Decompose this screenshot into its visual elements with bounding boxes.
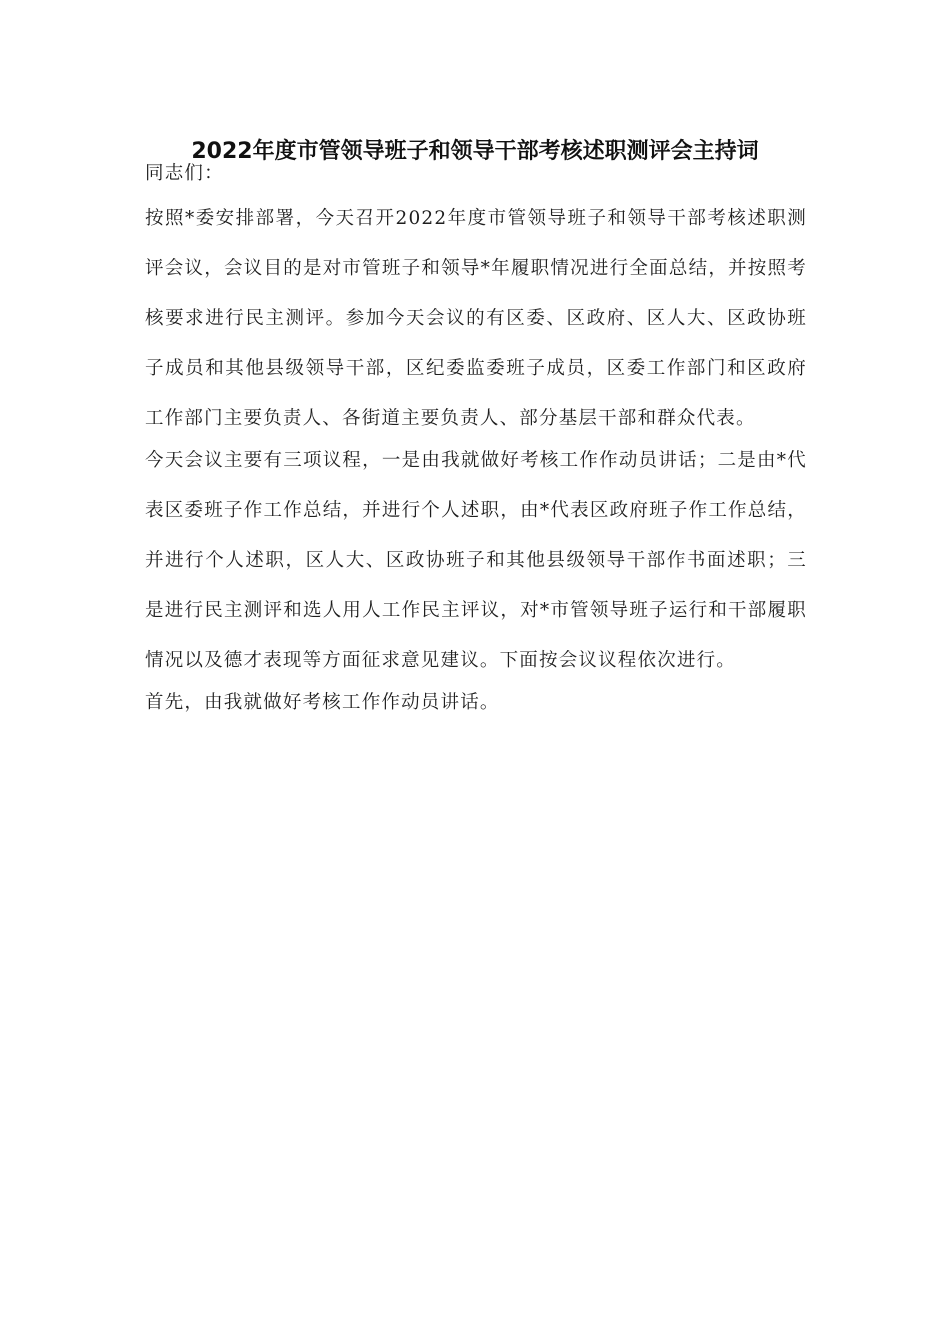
paragraph-agenda: 今天会议主要有三项议程，一是由我就做好考核工作作动员讲话；二是由*代表区委班子作工作总结，并进行个人述职，由*代表区政府班子作工作总结，并进行个人述职，区人大、区政协班子和其他县级领导干部作书面述职；三是进行民主测评和选人用人工作民主评议，对*市管领导班子运行和干部履职情况以及德才表现等方面征求意见建议。下面按会议议程依次进行。 — [145, 450, 807, 671]
paragraph-arrangement: 按照*委安排部署，今天召开2022年度市管领导班子和领导干部考核述职测评会议，会议目的是对市管班子和领导*年履职情况进行全面总结，并按照考核要求进行民主测评。参加今天会议的有区委、区政府、区人大、区政协班子成员和其他县级领导干部，区纪委监委班子成员，区委工作部门和区政府工作部门主要负责人、各街道主要负责人、部分基层干部和群众代表。 — [145, 208, 807, 429]
paragraph-first-item: 首先，由我就做好考核工作作动员讲话。 — [145, 692, 500, 713]
greeting: 同志们： — [145, 163, 224, 184]
document-title: 2022年度市管领导班子和领导干部考核述职测评会主持词 — [191, 139, 759, 164]
document-body — [145, 154, 807, 728]
